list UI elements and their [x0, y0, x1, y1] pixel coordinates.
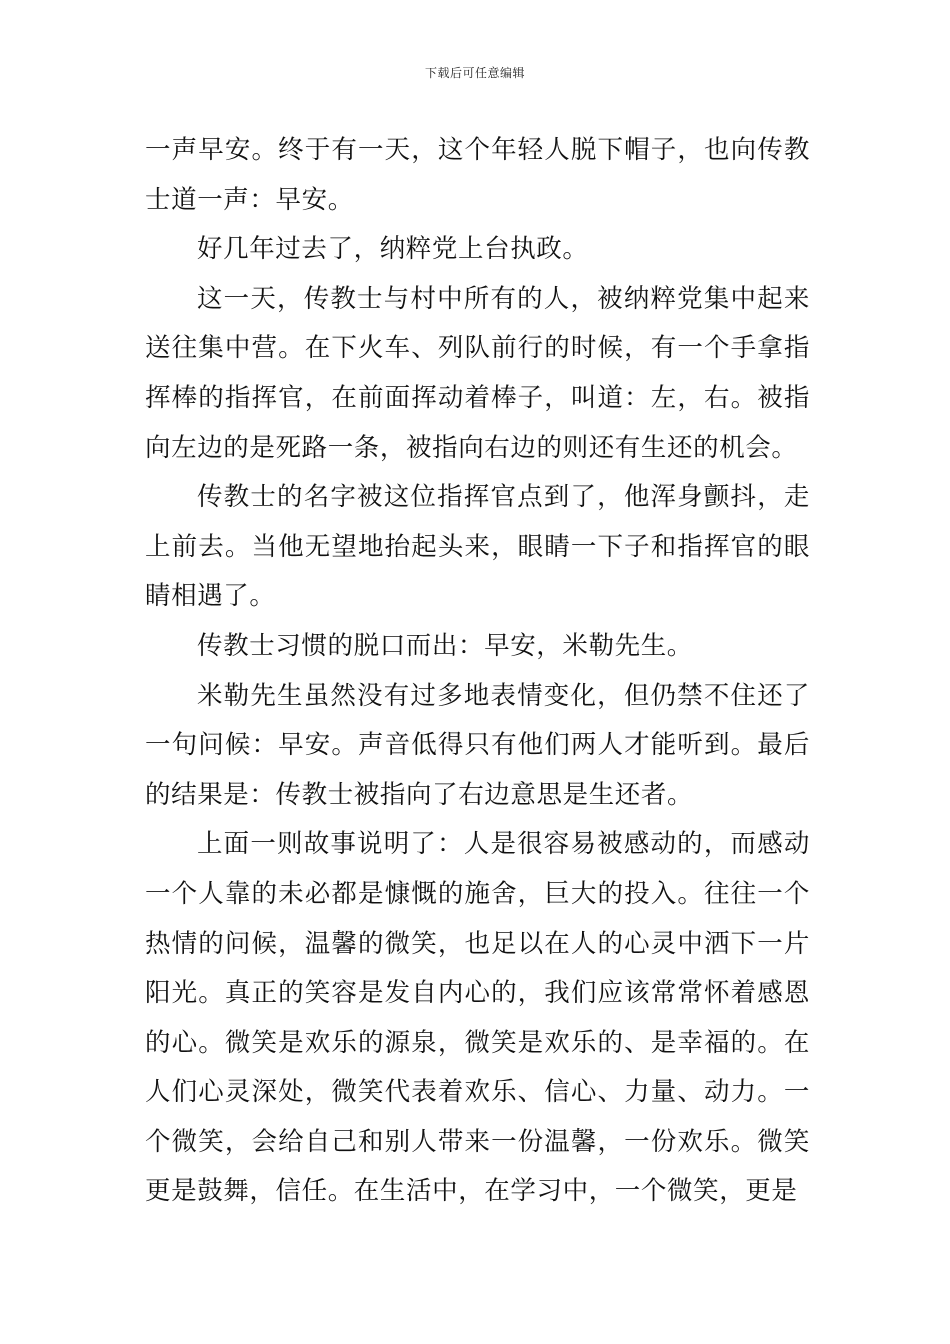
paragraph: 米勒先生虽然没有过多地表情变化，但仍禁不住还了一句问候：早安。声音低得只有他们两人才能听到。最后的结果是：传教士被指向了右边意思是生还者。 [145, 680, 810, 810]
paragraph: 传教士的名字被这位指挥官点到了，他浑身颤抖，走上前去。当他无望地抬起头来，眼睛一下子和指挥官的眼睛相遇了。 [145, 482, 810, 612]
paragraph: 一声早安。终于有一天，这个年轻人脱下帽子，也向传教士道一声：早安。 [145, 135, 810, 215]
paragraph: 这一天，传教士与村中所有的人，被纳粹党集中起来送往集中营。在下火车、列队前行的时候，有一个手拿指挥棒的指挥官，在前面挥动着棒子，叫道：左，右。被指向左边的是死路一条，被指向右边的则还有生还的机会。 [145, 283, 810, 463]
page-header: 下载后可任意编辑 [424, 66, 525, 80]
paragraph: 上面一则故事说明了：人是很容易被感动的，而感动一个人靠的未必都是慷慨的施舍，巨大的投入。往往一个热情的问候，温馨的微笑，也足以在人的心灵中洒下一片阳光。真正的笑容是发自内心的，我们应该常常怀着感恩的心。微笑是欢乐的源泉，微笑是欢乐的、是幸福的。在人们心灵深处，微笑代表着欢乐、信心、力量、动力。一个微笑，会给自己和别人带来一份温馨，一份欢乐。微笑更是鼓舞，信任。在生活中，在学习中，一个微笑，更是 [145, 829, 810, 1207]
paragraph: 传教士习惯的脱口而出：早安，米勒先生。 [197, 630, 693, 661]
paragraph: 好几年过去了，纳粹党上台执政。 [197, 234, 589, 265]
body-text [145, 126, 810, 1217]
